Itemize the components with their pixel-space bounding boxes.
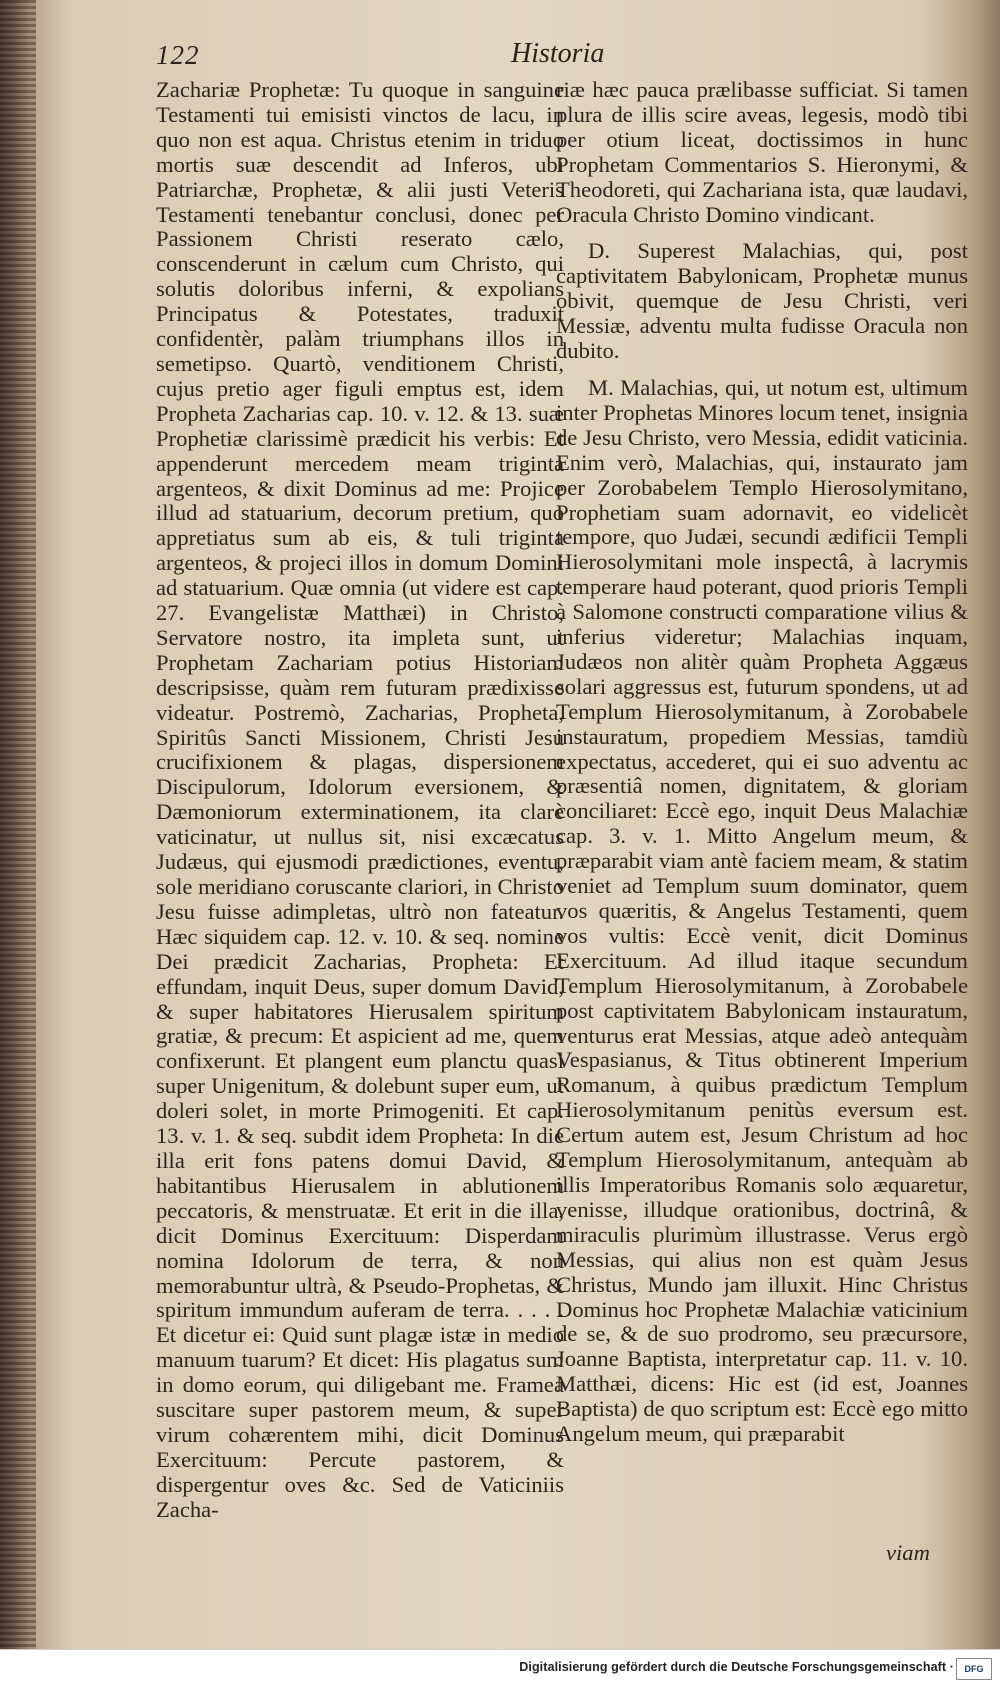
page-number: 122 — [156, 40, 200, 70]
running-head: Historia — [511, 38, 605, 69]
left-paragraph: Zachariæ Prophetæ: Tu quoque in sanguine Testamenti tui emisisti vinctos de lacu, in quo non est aqua. Christus etenim in triduo mortis suæ descendit ad Inferos, ubi Patriarchæ, Prophetæ, & alii justi Veteris Testamenti tenebantur conclusi, donec per Passionem Christi reserato cælo, conscenderunt in cælum cum Christo, qui solutis doloribus inferni, & expolians Principatus & Potestates, traduxit confidentèr, palàm triumphans illos in semetipso. Quartò, venditionem Christi, cujus pretio ager figuli emptus est, idem Propheta Zacharias cap. 10. v. 12. & 13. suæ Prophetiæ clarissimè prædicit his verbis: Et appenderunt mercedem meam triginta argenteos, & dixit Dominus ad me: Projice illud ad statuarium, decorum pretium, quo appretiatus sum ab eis, & tuli triginta argenteos, & projeci illos in domum Domini ad statuarium. Quæ omnia (ut videre est cap. 27. Evangelistæ Matthæi) in Christo, Servatore nostro, ita impleta sunt, ut Prophetam Zachariam potius Historiam descripsisse, quàm rem futuram prædixisse videatur. Postremò, Zacharias, Propheta, Spiritûs Sancti Missionem, Christi Jesu crucifixionem & plagas, dispersionem Discipulorum, Idolorum eversionem, & Dæmoniorum exterminationem, ita clarè vaticinatur, ut nullus sit, nisi excæcatus Judæus, qui ejusmodi prædictiones, eventu, sole meridiano coruscante clariori, in Christo Jesu fuisse adimpletas, ultrò non fateatur. Hæc siquidem cap. 12. v. 10. & seq. nomine Dei prædicit Zacharias, Propheta: Et effundam, inquit Deus, super domum David, & super habitatores Hierusalem spiritum gratiæ, & precum: Et aspicient ad me, quem confixerunt. Et plangent eum planctu quasi super Unigenitum, & dolebunt super eum, ut doleri solet, in morte Primogeniti. Et cap. 13. v. 1. & seq. subdit idem Propheta: In die illa erit fons patens domui David, & habitantibus Hierusalem in ablutionem peccatoris, & menstruatæ. Et erit in die illa, dicit Dominus Exercituum: Disperdam nomina Idolorum de terra, & non memorabuntur ultrà, & Pseudo-Prophetas, & spiritum immundum auferam de terra. . . . . Et dicetur ei: Quid sunt plagæ istæ in medio manuum tuarum? Et dicet: His plagatus sum in domo eorum, qui diligebant me. Framea suscitare super pastorem meum, & super virum cohærentem mihi, dicit Dominus Exercituum: Percute pastorem, & dispergentur oves &c. Sed de Vaticiniis Zacha- — [156, 77, 564, 1522]
dfg-logo-icon — [956, 1658, 992, 1680]
left-column — [156, 78, 564, 1523]
right-paragraph: M. Malachias, qui, ut notum est, ultimum inter Prophetas Minores locum tenet, insignia de Jesu Christo, vero Messia, edidit vaticinia. Enim verò, Malachias, qui, instaurato jam per Zorobabelem Templo Hierosolymitano, Prophetiam suam adornavit, eo videlicèt tempore, quo Judæi, secundi ædificii Templi Hierosolymitani mole inspectâ, à lacrymis temperare haud poterant, quod prioris Templi à Salomone constructi comparatione vilius & inferius videretur; Malachias inquam, Judæos non alitèr quàm Propheta Aggæus solari aggressus est, futurum spondens, ut ad Templum Hierosolymitanum, à Zorobabele instauratum, propediem Messias, tamdiù expectatus, accederet, qui ei suo adventu ac præsentiâ nomen, dignitatem, & gloriam conciliaret: Eccè ego, inquit Deus Malachiæ cap. 3. v. 1. Mitto Angelum meum, & præparabit viam antè faciem meam, & statim veniet ad Templum suum dominator, quem vos quæritis, & Angelus Testamenti, quem vos vultis: Eccè venit, dicit Dominus Exercituum. Ad illud itaque secundum Templum Hierosolymitanum, à Zorobabele post captivitatem Babylonicam instauratum, venturus erat Messias, atque adeò antequàm Vespasianus, & Titus obtinerent Imperium Romanum, à quibus prædictum Templum Hierosolymitanum penitùs eversum est. Certum autem est, Jesum Christum ad hoc Templum Hierosolymitanum, antequàm ab illis Imperatoribus Romanis solo æquaretur, venisse, illudque orationibus, doctrinâ, & miraculis plurimùm illustrasse. Verus ergò Messias, qui alius non est quàm Jesus Christus, Mundo jam illuxit. Hinc Christus Dominus hoc Prophetæ Malachiæ vaticinium de se, & de suo prodromo, seu præcursore, Joanne Baptista, interpretatur cap. 11. v. 10. Matthæi, dicens: Hic est (id est, Joannes Baptista) de quo scriptum est: Eccè ego mitto Angelum meum, qui præparabit — [556, 374, 968, 1447]
footer-text: Digitalisierung gefördert durch die Deutsche Forschungsgemeinschaft · — [519, 1660, 954, 1674]
catchword: viam — [886, 1540, 930, 1565]
digitization-footer — [0, 1649, 1000, 1688]
book-page — [36, 0, 976, 1650]
right-column — [556, 78, 968, 1447]
book-gutter — [0, 0, 36, 1650]
dfg-logo-label: DFG — [964, 1664, 984, 1674]
right-paragraph: D. Superest Malachias, qui, post captivitatem Babylonicam, Prophetæ munus obivit, quemque de Jesu Christi, veri Messiæ, adventu multa fudisse Oracula non dubito. — [556, 238, 968, 364]
right-paragraph: riæ hæc pauca prælibasse sufficiat. Si tamen plura de illis scire aveas, legesis, modò tibi per otium liceat, doctissimos in hunc Prophetam Commentarios S. Hieronymi, & Theodoreti, qui Zachariana ista, quæ laudavi, Oracula Christo Domino vindicant. — [556, 77, 968, 227]
